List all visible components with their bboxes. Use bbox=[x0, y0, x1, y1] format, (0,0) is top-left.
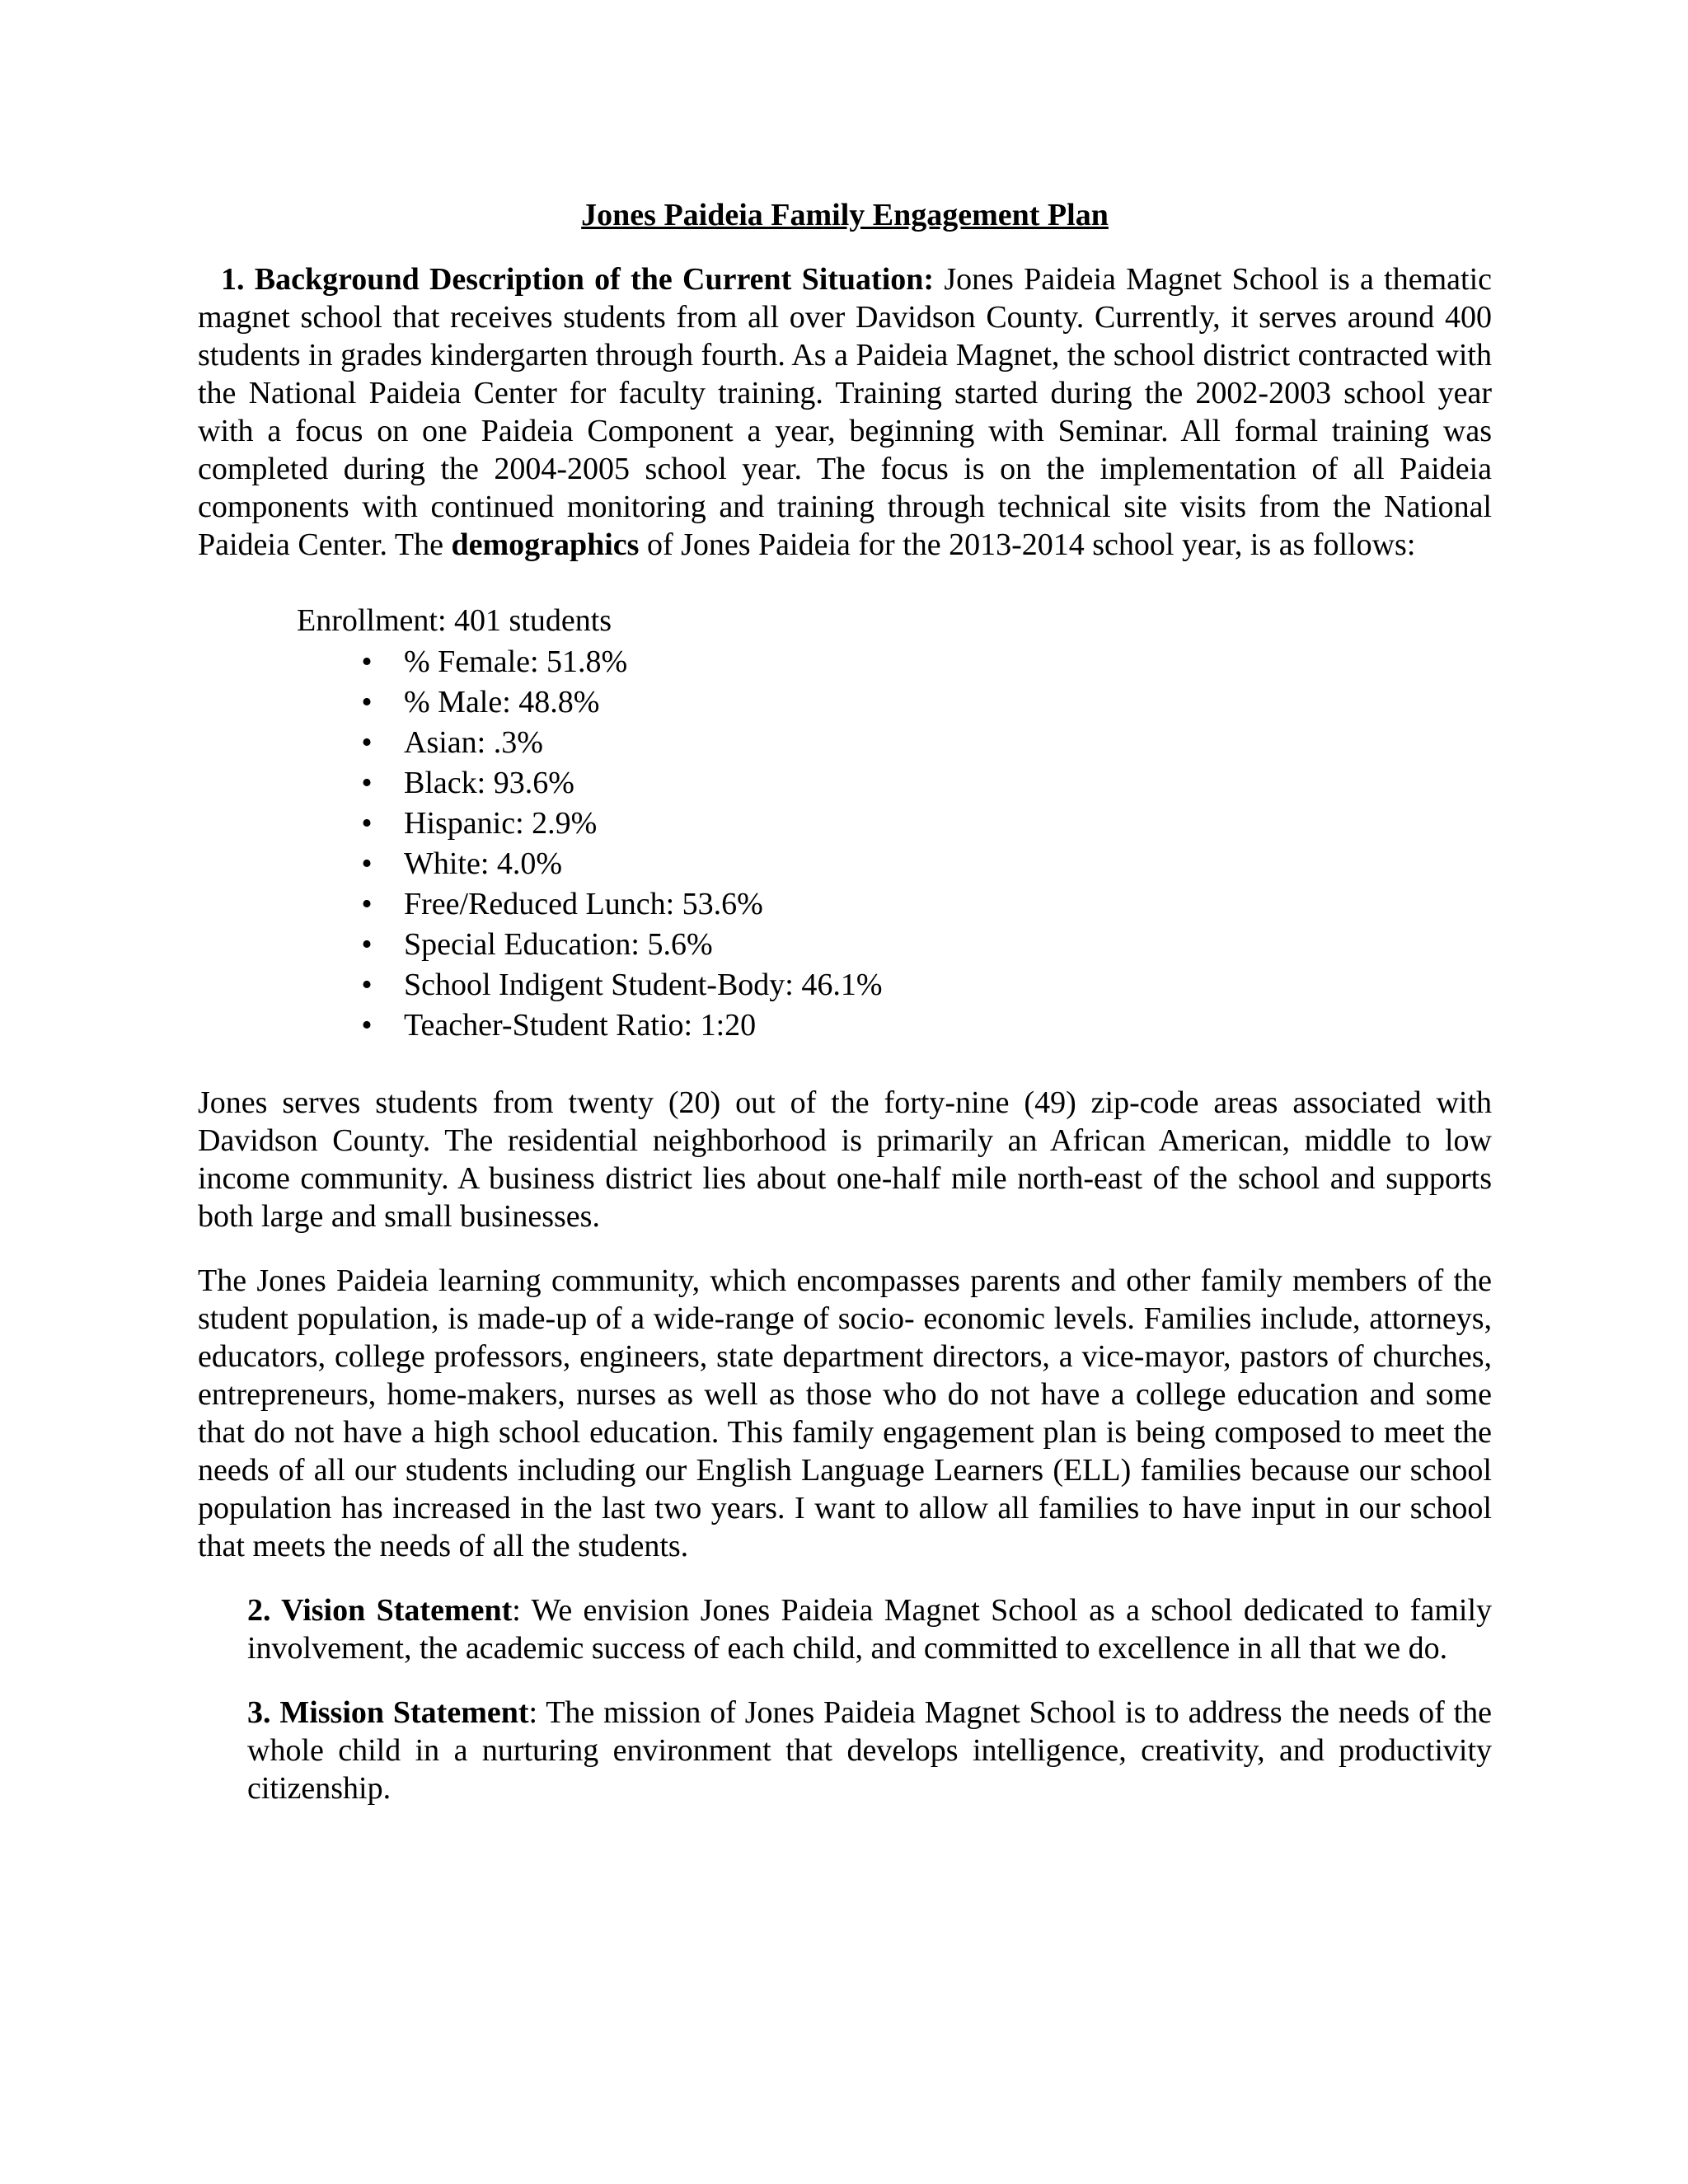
list-item bbox=[354, 764, 1492, 802]
demographic-male: % Male: 48.8% bbox=[404, 685, 600, 719]
demographic-hispanic: Hispanic: 2.9% bbox=[404, 806, 598, 841]
demographic-white: White: 4.0% bbox=[404, 846, 563, 881]
bullet-icon: • bbox=[361, 725, 373, 760]
paragraph-zipcodes: Jones serves students from twenty (20) out of the forty-nine (49) zip-code areas associated with Davidson County. The residential neighborhood is primarily an African American, middle to low income community. A business district lies about one-half mile north-east of the school and supports both large and small businesses. bbox=[198, 1085, 1492, 1234]
list-item bbox=[354, 643, 1492, 681]
demographic-free-reduced-lunch: Free/Reduced Lunch: 53.6% bbox=[404, 887, 763, 921]
bullet-icon: • bbox=[361, 1008, 373, 1043]
demographics-emphasis: demographics bbox=[451, 527, 640, 562]
demographic-female: % Female: 51.8% bbox=[404, 644, 628, 679]
list-item bbox=[354, 724, 1492, 762]
bullet-icon: • bbox=[361, 644, 373, 679]
demographics-list bbox=[198, 643, 1492, 1044]
list-item bbox=[354, 845, 1492, 883]
bullet-icon: • bbox=[361, 927, 373, 962]
document-title: Jones Paideia Family Engagement Plan bbox=[581, 198, 1109, 232]
document-body bbox=[198, 196, 1492, 1807]
bullet-icon: • bbox=[361, 685, 373, 719]
list-item bbox=[354, 804, 1492, 842]
section-mission-heading: 3. Mission Statement bbox=[247, 1695, 529, 1730]
section-vision-text: : We envision Jones Paideia Magnet School as a school dedicated to family involvement, the academic success of each child, and committed to excellence in all that we do. bbox=[247, 1593, 1493, 1666]
section-background-text-b: of Jones Paideia for the 2013-2014 school year, is as follows: bbox=[639, 527, 1416, 562]
demographic-teacher-ratio: Teacher-Student Ratio: 1:20 bbox=[404, 1008, 757, 1043]
section-mission bbox=[247, 1694, 1492, 1807]
list-item bbox=[354, 683, 1492, 721]
section-mission-text: : The mission of Jones Paideia Magnet School is to address the needs of the whole child in a nurturing environment that develops intelligence, creativity, and productivity citizenship. bbox=[247, 1695, 1492, 1806]
demographic-asian: Asian: .3% bbox=[404, 725, 543, 760]
demographic-indigent: School Indigent Student-Body: 46.1% bbox=[404, 968, 883, 1002]
list-item bbox=[354, 926, 1492, 963]
bullet-icon: • bbox=[361, 887, 373, 921]
section-background-heading: 1. Background Description of the Current Situation: bbox=[221, 262, 935, 297]
bullet-icon: • bbox=[361, 846, 373, 881]
list-item bbox=[354, 885, 1492, 923]
demographic-special-education: Special Education: 5.6% bbox=[404, 927, 713, 962]
demographic-black: Black: 93.6% bbox=[404, 766, 574, 800]
paragraph-community: The Jones Paideia learning community, which encompasses parents and other family members of the student population, is made-up of a wide-range of socio- economic levels. Families include, attorneys, educators, college professors, engineers, state department directors, a vice-mayor, pastors of churches, entrepreneurs, home-makers, nurses as well as those who do not have a college education and some that do not have a high school education. This family engagement plan is being composed to meet the needs of all our students including our English Language Learners (ELL) families because our school population has increased in the last two years. I want to allow all families to have input in our school that meets the needs of all the students. bbox=[198, 1263, 1492, 1563]
enrollment-line: Enrollment: 401 students bbox=[297, 603, 612, 638]
list-item bbox=[354, 1006, 1492, 1044]
section-background-text-a: Jones Paideia Magnet School is a thematic magnet school that receives students from all over Davidson County. Currently, it serves around 400 students in grades kindergarten through fourth. As a Paideia Magnet, the school district contracted with the National Paideia Center for faculty training. Training started during the 2002-2003 school year with a focus on one Paideia Component a year, beginning with Seminar. All formal training was completed during the 2004-2005 school year. The focus is on the implementation of all Paideia components with continued monitoring and training through technical site visits from the National Paideia Center. The bbox=[198, 262, 1493, 562]
list-item bbox=[354, 966, 1492, 1004]
bullet-icon: • bbox=[361, 968, 373, 1002]
bullet-icon: • bbox=[361, 806, 373, 841]
section-vision-heading: 2. Vision Statement bbox=[247, 1593, 513, 1628]
bullet-icon: • bbox=[361, 766, 373, 800]
section-vision bbox=[247, 1591, 1492, 1667]
section-background bbox=[198, 260, 1492, 564]
